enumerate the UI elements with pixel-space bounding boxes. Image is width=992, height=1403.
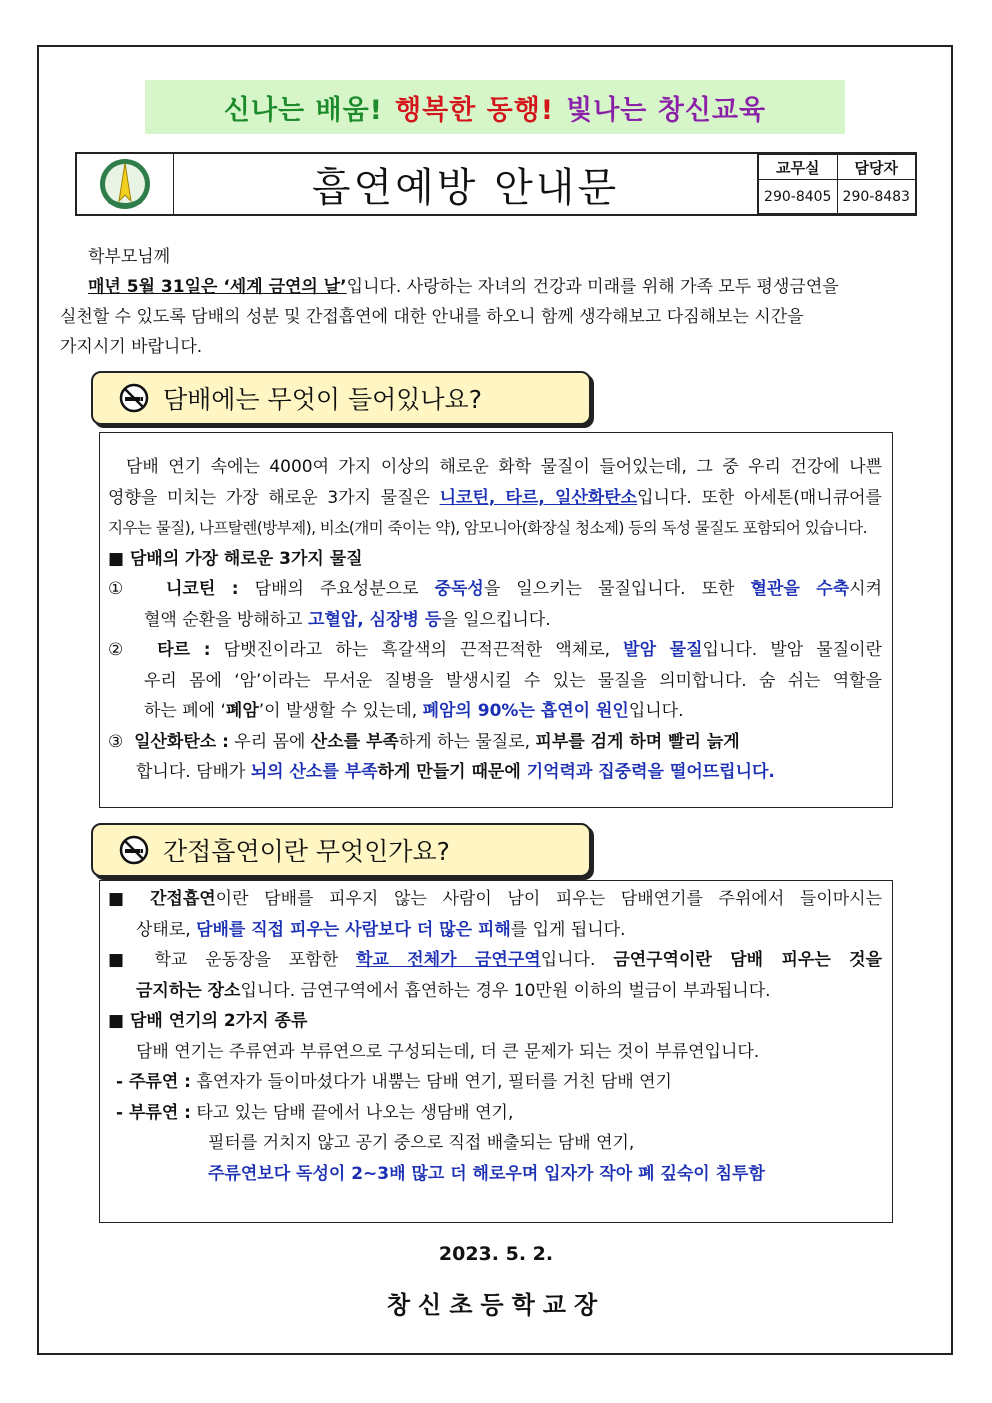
item-3-b1: 산소를 부족 — [310, 731, 399, 752]
b3-side-3: 주류연보다 독성이 2~3배 많고 더 해로우며 입자가 작아 폐 깊숙이 침투함 — [208, 1163, 765, 1184]
item-1-h1: 중독성 — [434, 579, 484, 599]
b3-mark: ■ — [108, 1011, 125, 1031]
intro-lead: 매년 5월 31일은 ‘세계 금연의 날’ — [88, 277, 347, 297]
item-1-l2h: 고혈압, 심장병 등 — [308, 609, 442, 630]
contact-table — [757, 154, 916, 214]
no-smoking-icon — [119, 383, 149, 413]
school-emblem-icon — [98, 157, 152, 211]
s1-line-3: 지우는 물질), 나프탈렌(방부제), 비소(개미 죽이는 약), 암모니아(화장실 청소제) 등의 독성 물질도 포함되어 있습니다. — [108, 519, 867, 537]
b2-bold2: 금지하는 장소 — [136, 980, 241, 1001]
office-phone: 290-8405 — [759, 180, 838, 214]
item-2-line-1 — [108, 635, 882, 666]
b1-bold: 간접흡연 — [149, 889, 216, 909]
item-1-num: ① — [108, 579, 134, 599]
b2-bold1: 금연구역이란 담배 피우는 것을 — [613, 950, 883, 970]
item-2-l3c: ’이 발생할 수 있는데, — [258, 701, 423, 721]
b3-bold: 담배 연기의 2가지 종류 — [129, 1011, 308, 1031]
section-2-heading — [91, 823, 591, 877]
intro-text-1: 입니다. 사랑하는 자녀의 건강과 미래를 위해 가족 모두 평생금연을 — [346, 277, 839, 297]
b1-l2b: 를 입게 됩니다. — [510, 919, 626, 940]
item-1-l2b: 을 일으킵니다. — [441, 609, 551, 630]
item-3-t1: 우리 몸에 — [228, 731, 311, 752]
b2-t1: 학교 운동장을 포함한 — [154, 950, 357, 970]
b2-mark: ■ — [108, 950, 137, 970]
item-1-t2: 을 일으키는 물질입니다. 또한 — [483, 579, 751, 599]
slogan-part-2: 행복한 동행! — [395, 94, 555, 126]
b3-side — [108, 1098, 882, 1129]
item-3-line-2 — [108, 757, 882, 788]
section-2-box — [99, 880, 893, 1223]
school-logo — [77, 154, 174, 214]
item-1-l2a: 혈액 순환을 방해하고 — [144, 609, 309, 630]
no-smoking-icon — [119, 835, 149, 865]
s1-text-end: 입니다. 또한 아세톤(매니큐어를 — [637, 487, 882, 508]
item-1-name: 니코틴 : — [165, 579, 239, 599]
section-1-box — [99, 432, 893, 808]
s1-line-1: 담배 연기 속에는 4000여 가지 이상의 해로운 화학 물질이 들어있는데, 그 중 우리 건강에 나쁜 — [126, 457, 882, 477]
intro-paragraph — [60, 242, 932, 362]
item-1-h2: 혈관을 수축 — [750, 579, 850, 599]
document-date: 2023. 5. 2. — [438, 1243, 554, 1265]
slogan-part-1: 신나는 배움! — [223, 94, 383, 126]
page-title: 흡연예방 안내문 — [311, 164, 620, 211]
school-signature: 창신초등학교장 — [386, 1291, 606, 1319]
document-header — [75, 152, 917, 216]
item-1-t3: 시켜 — [849, 579, 882, 599]
item-3-l2a: 합니다. 담배가 — [136, 762, 251, 782]
intro-line-1 — [60, 272, 932, 302]
item-3-t2: 하게 하는 물질로, — [398, 731, 536, 752]
section-1-heading — [91, 371, 591, 425]
office-label: 교무실 — [759, 155, 838, 180]
staff-phone: 290-8483 — [837, 180, 916, 214]
staff-label: 담당자 — [837, 155, 916, 180]
s1-highlight: 니코틴, 타르, 일산화탄소 — [439, 487, 638, 508]
s1-text: 영향을 미치는 가장 해로운 3가지 물질은 — [108, 487, 440, 508]
s1-subhead: ■ 담배의 가장 해로운 3가지 물질 — [108, 548, 363, 569]
slogan-part-3: 빛나는 창신교육 — [566, 94, 767, 126]
item-1-line-1 — [108, 574, 882, 605]
b2-line-2 — [108, 976, 882, 1007]
item-1-line-2 — [108, 605, 882, 636]
b3-side-text1: 타고 있는 담배 끝에서 나오는 생담배 연기, — [190, 1102, 514, 1123]
b2-t2: 입니다. — [540, 950, 614, 970]
s1-line-2 — [108, 483, 882, 514]
item-2-t1: 담뱃진이라고 하는 흑갈색의 끈적끈적한 액체로, — [210, 640, 624, 660]
b1-l2a: 상태로, — [136, 919, 197, 940]
b3-desc: 담배 연기는 주류연과 부류연으로 구성되는데, 더 큰 문제가 되는 것이 부류연입니다. — [136, 1041, 760, 1062]
b1-line-1 — [108, 884, 882, 915]
b1-line-2 — [108, 915, 882, 946]
item-2-num: ② — [108, 640, 131, 660]
b1-l2h: 담배를 직접 피우는 사람보다 더 많은 피해 — [196, 919, 511, 940]
item-3-l2h2: 기억력과 집중력을 떨어뜨립니다. — [526, 762, 775, 782]
item-1-t1: 담배의 주요성분으로 — [238, 579, 435, 599]
item-3-line-1 — [108, 727, 882, 758]
section-1-title: 담배에는 무엇이 들어있나요? — [163, 385, 482, 414]
b3-main-text: 흡연자가 들이마셨다가 내뿜는 담배 연기, 필터를 거친 담배 연기 — [190, 1072, 672, 1092]
slogan-banner — [145, 80, 845, 134]
b3-heading — [108, 1006, 882, 1037]
intro-line-3: 가지시기 바랍니다. — [60, 337, 203, 357]
greeting: 학부모님께 — [88, 247, 171, 267]
item-2-h1: 발암 물질 — [623, 640, 703, 660]
item-2-l3a: 하는 폐에 ‘ — [144, 701, 226, 721]
item-3-num: ③ — [108, 731, 124, 752]
item-2-l3h: 폐암의 90%는 흡연이 원인 — [422, 701, 629, 721]
item-2-name: 타르 : — [157, 640, 211, 660]
item-3-name: 일산화탄소 : — [134, 731, 229, 752]
b2-hl: 학교 전체가 금연구역 — [356, 950, 541, 970]
item-3-b2: 피부를 검게 하며 빨리 늙게 — [535, 731, 740, 752]
section-2-title: 간접흡연이란 무엇인가요? — [163, 837, 450, 866]
b1-t1: 이란 담배를 피우지 않는 사람이 남이 피우는 담배연기를 주위에서 들이마시는 — [215, 889, 883, 909]
item-2-line-2: 우리 몸에 ‘암’이라는 무서운 질병을 발생시킬 수 있는 물질을 의미합니다. 숨 쉬는 역할을 — [144, 670, 882, 691]
item-2-l3d: 입니다. — [628, 701, 684, 721]
b3-main-label: - 주류연 : — [116, 1072, 191, 1092]
item-2-t2: 입니다. 발암 물질이란 — [702, 640, 882, 660]
item-3-l2b: 하게 만들기 때문에 — [377, 762, 527, 782]
b2-line-1 — [108, 945, 882, 976]
intro-line-2: 실천할 수 있도록 담배의 성분 및 간접흡연에 대한 안내를 하오니 함께 생각해보고 다짐해보는 시간을 — [60, 307, 804, 327]
b3-main — [108, 1067, 882, 1098]
b3-side-2: 필터를 거치지 않고 공기 중으로 직접 배출되는 담배 연기, — [208, 1133, 635, 1153]
b3-side-label: - 부류연 : — [116, 1102, 191, 1123]
b2-l2: 입니다. 금연구역에서 흡연하는 경우 10만원 이하의 벌금이 부과됩니다. — [240, 980, 771, 1001]
item-2-line-3 — [108, 696, 882, 727]
item-3-l2h1: 뇌의 산소를 부족 — [250, 762, 378, 782]
b1-mark: ■ — [108, 889, 135, 909]
item-2-l3b: 폐암 — [225, 701, 259, 721]
